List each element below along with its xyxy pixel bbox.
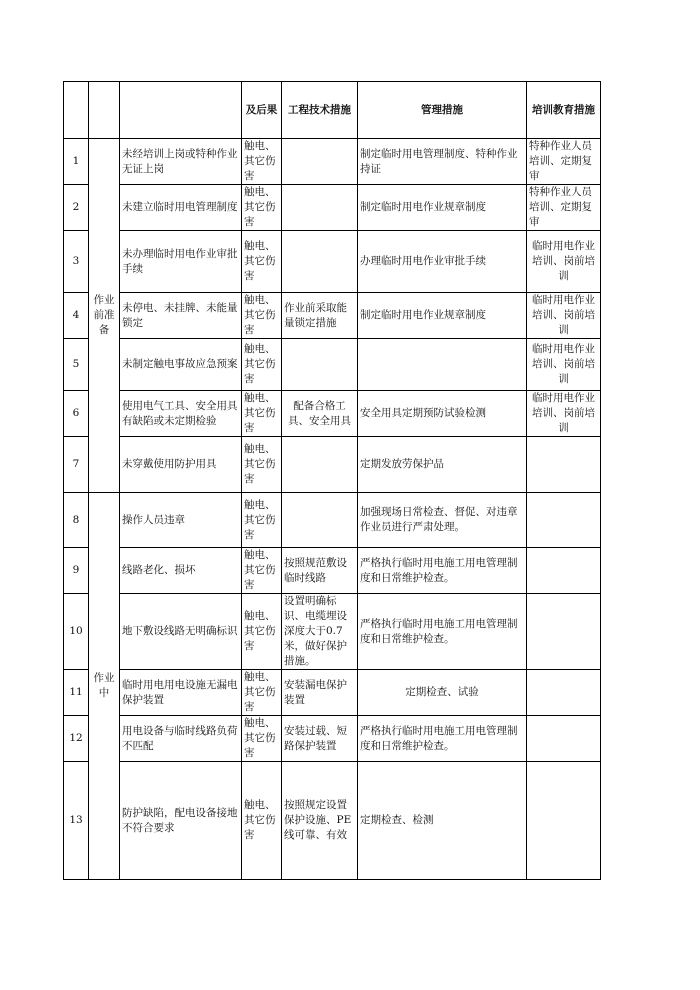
training-cell — [527, 493, 601, 548]
training-cell — [527, 716, 601, 762]
management-cell: 制定临时用电作业规章制度 — [358, 293, 527, 339]
row-number: 11 — [64, 670, 89, 716]
hazard-cell: 未办理临时用电作业审批手续 — [120, 231, 242, 293]
engineering-cell — [282, 185, 358, 231]
table-row — [64, 391, 601, 437]
training-cell — [527, 670, 601, 716]
row-number: 6 — [64, 391, 89, 437]
engineering-cell — [282, 437, 358, 493]
management-cell — [358, 339, 527, 391]
engineering-cell — [282, 493, 358, 548]
table-row — [64, 548, 601, 594]
consequence-cell: 触电、其它伤害 — [242, 437, 282, 493]
engineering-cell: 作业前采取能量锁定措施 — [282, 293, 358, 339]
table-header-row — [64, 82, 601, 139]
engineering-cell — [282, 231, 358, 293]
stage-during: 作业中 — [89, 493, 120, 880]
table-row — [64, 437, 601, 493]
hazard-cell: 未制定触电事故应急预案 — [120, 339, 242, 391]
consequence-cell: 触电、其它伤害 — [242, 548, 282, 594]
training-cell: 临时用电作业培训、岗前培训 — [527, 231, 601, 293]
hazard-cell: 未停电、未挂牌、未能量锁定 — [120, 293, 242, 339]
management-cell: 安全用具定期预防试验检测 — [358, 391, 527, 437]
table-row — [64, 716, 601, 762]
table-row — [64, 339, 601, 391]
training-cell — [527, 437, 601, 493]
hazard-cell: 地下敷设线路无明确标识 — [120, 594, 242, 670]
hazard-cell: 未建立临时用电管理制度 — [120, 185, 242, 231]
header-consequence: 及后果 — [242, 82, 282, 139]
table-row — [64, 185, 601, 231]
engineering-cell: 按照规定设置保护设施、PE线可靠、有效 — [282, 762, 358, 880]
hazard-cell: 线路老化、损坏 — [120, 548, 242, 594]
management-cell: 定期检查、检测 — [358, 762, 527, 880]
consequence-cell: 触电、其它伤害 — [242, 185, 282, 231]
training-cell — [527, 594, 601, 670]
management-cell: 严格执行临时用电施工用电管理制度和日常维护检查。 — [358, 594, 527, 670]
row-number: 2 — [64, 185, 89, 231]
row-number: 9 — [64, 548, 89, 594]
hazard-cell: 未经培训上岗或特种作业无证上岗 — [120, 139, 242, 185]
table-row — [64, 293, 601, 339]
hazard-cell: 临时用电用电设施无漏电保护装置 — [120, 670, 242, 716]
management-cell: 定期发放劳保护品 — [358, 437, 527, 493]
row-number: 10 — [64, 594, 89, 670]
training-cell — [527, 762, 601, 880]
management-cell: 严格执行临时用电施工用电管理制度和日常维护检查。 — [358, 548, 527, 594]
table-row — [64, 231, 601, 293]
engineering-cell: 配备合格工具、安全用具 — [282, 391, 358, 437]
row-number: 8 — [64, 493, 89, 548]
row-number: 12 — [64, 716, 89, 762]
row-number: 1 — [64, 139, 89, 185]
management-cell: 定期检查、试验 — [358, 670, 527, 716]
management-cell: 加强现场日常检查、督促、对违章作业员进行严肃处理。 — [358, 493, 527, 548]
management-cell: 办理临时用电作业审批手续 — [358, 231, 527, 293]
engineering-cell: 安装过载、短路保护装置 — [282, 716, 358, 762]
engineering-cell — [282, 139, 358, 185]
hazard-cell: 未穿戴使用防护用具 — [120, 437, 242, 493]
training-cell — [527, 548, 601, 594]
hazard-cell: 防护缺陷，配电设备接地不符合要求 — [120, 762, 242, 880]
consequence-cell: 触电、其它伤害 — [242, 231, 282, 293]
consequence-cell: 触电、其它伤害 — [242, 493, 282, 548]
consequence-cell: 触电、其它伤害 — [242, 293, 282, 339]
engineering-cell: 安装漏电保护装置 — [282, 670, 358, 716]
training-cell: 临时用电作业培训、岗前培训 — [527, 391, 601, 437]
engineering-cell: 设置明确标识、电缆埋设深度大于0.7米，做好保护措施。 — [282, 594, 358, 670]
hazard-cell: 用电设备与临时线路负荷不匹配 — [120, 716, 242, 762]
table-row — [64, 493, 601, 548]
table-row — [64, 762, 601, 880]
consequence-cell: 触电、其它伤害 — [242, 670, 282, 716]
consequence-cell: 触电、其它伤害 — [242, 139, 282, 185]
consequence-cell: 触电、其它伤害 — [242, 716, 282, 762]
hazard-cell: 操作人员违章 — [120, 493, 242, 548]
management-cell: 制定临时用电管理制度、特种作业持证 — [358, 139, 527, 185]
training-cell: 临时用电作业培训、岗前培训 — [527, 339, 601, 391]
row-number: 3 — [64, 231, 89, 293]
risk-control-table — [63, 81, 601, 880]
engineering-cell: 按照规范敷设临时线路 — [282, 548, 358, 594]
management-cell: 制定临时用电作业规章制度 — [358, 185, 527, 231]
hazard-cell: 使用电气工具、安全用具有缺陷或未定期检验 — [120, 391, 242, 437]
row-number: 5 — [64, 339, 89, 391]
row-number: 13 — [64, 762, 89, 880]
consequence-cell: 触电、其它伤害 — [242, 762, 282, 880]
engineering-cell — [282, 339, 358, 391]
consequence-cell: 触电、其它伤害 — [242, 391, 282, 437]
consequence-cell: 触电、其它伤害 — [242, 594, 282, 670]
consequence-cell: 触电、其它伤害 — [242, 339, 282, 391]
training-cell: 特种作业人员培训、定期复审 — [527, 185, 601, 231]
training-cell: 特种作业人员培训、定期复审 — [527, 139, 601, 185]
training-cell: 临时用电作业培训、岗前培训 — [527, 293, 601, 339]
header-training: 培训教育措施 — [527, 82, 601, 139]
table-row — [64, 139, 601, 185]
header-management: 管理措施 — [358, 82, 527, 139]
row-number: 4 — [64, 293, 89, 339]
table-row — [64, 670, 601, 716]
stage-prep: 作业前准备 — [89, 139, 120, 493]
row-number: 7 — [64, 437, 89, 493]
table-row — [64, 594, 601, 670]
management-cell: 严格执行临时用电施工用电管理制度和日常维护检查。 — [358, 716, 527, 762]
header-engineering: 工程技术措施 — [282, 82, 358, 139]
